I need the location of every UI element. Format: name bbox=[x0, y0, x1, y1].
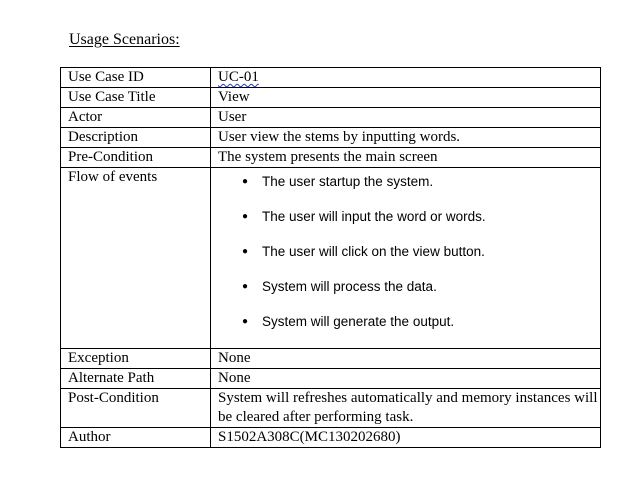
row-label: Exception bbox=[61, 349, 211, 369]
row-label: Pre-Condition bbox=[61, 148, 211, 168]
table-row-flow-of-events bbox=[61, 168, 601, 349]
row-value: User bbox=[211, 108, 601, 128]
bullet-icon: ● bbox=[242, 281, 249, 292]
row-value: System will refreshes automatically and memory instances will be cleared after performing task. bbox=[211, 389, 601, 428]
row-value: View bbox=[211, 88, 601, 108]
use-case-table bbox=[60, 67, 601, 448]
list-item bbox=[242, 276, 600, 311]
list-item-text: System will process the data. bbox=[262, 279, 437, 294]
flow-of-events-list bbox=[218, 171, 600, 346]
flow-of-events-cell bbox=[211, 168, 601, 349]
table-row-use-case-title bbox=[61, 88, 601, 108]
list-item bbox=[242, 206, 600, 241]
list-item bbox=[242, 311, 600, 346]
list-item-text: The user will click on the view button. bbox=[262, 244, 485, 259]
table-row-author bbox=[61, 428, 601, 448]
row-label: Use Case Title bbox=[61, 88, 211, 108]
row-value bbox=[211, 68, 601, 88]
row-label: Alternate Path bbox=[61, 369, 211, 389]
bullet-icon: ● bbox=[242, 211, 249, 222]
list-item bbox=[242, 171, 600, 206]
row-value: S1502A308C(MC130202680) bbox=[211, 428, 601, 448]
row-value: None bbox=[211, 369, 601, 389]
row-label: Use Case ID bbox=[61, 68, 211, 88]
table-row-actor bbox=[61, 108, 601, 128]
table-row-alternate-path bbox=[61, 369, 601, 389]
row-value: None bbox=[211, 349, 601, 369]
row-value: User view the stems by inputting words. bbox=[211, 128, 601, 148]
table-row-exception bbox=[61, 349, 601, 369]
list-item bbox=[242, 241, 600, 276]
list-item-text: The user will input the word or words. bbox=[262, 209, 486, 224]
page-heading: Usage Scenarios: bbox=[69, 31, 180, 48]
list-item-text: The user startup the system. bbox=[262, 174, 434, 189]
row-label: Flow of events bbox=[61, 168, 211, 349]
row-label: Post-Condition bbox=[61, 389, 211, 428]
table-row-post-condition bbox=[61, 389, 601, 428]
bullet-icon: ● bbox=[242, 316, 249, 327]
use-case-id-value: UC-01 bbox=[218, 69, 259, 85]
list-item-text: System will generate the output. bbox=[262, 314, 455, 329]
row-label: Description bbox=[61, 128, 211, 148]
table-row-pre-condition bbox=[61, 148, 601, 168]
row-label: Author bbox=[61, 428, 211, 448]
table-row-description bbox=[61, 128, 601, 148]
bullet-icon: ● bbox=[242, 176, 249, 187]
row-value: The system presents the main screen bbox=[211, 148, 601, 168]
bullet-icon: ● bbox=[242, 246, 249, 257]
row-label: Actor bbox=[61, 108, 211, 128]
table-row-use-case-id bbox=[61, 68, 601, 88]
